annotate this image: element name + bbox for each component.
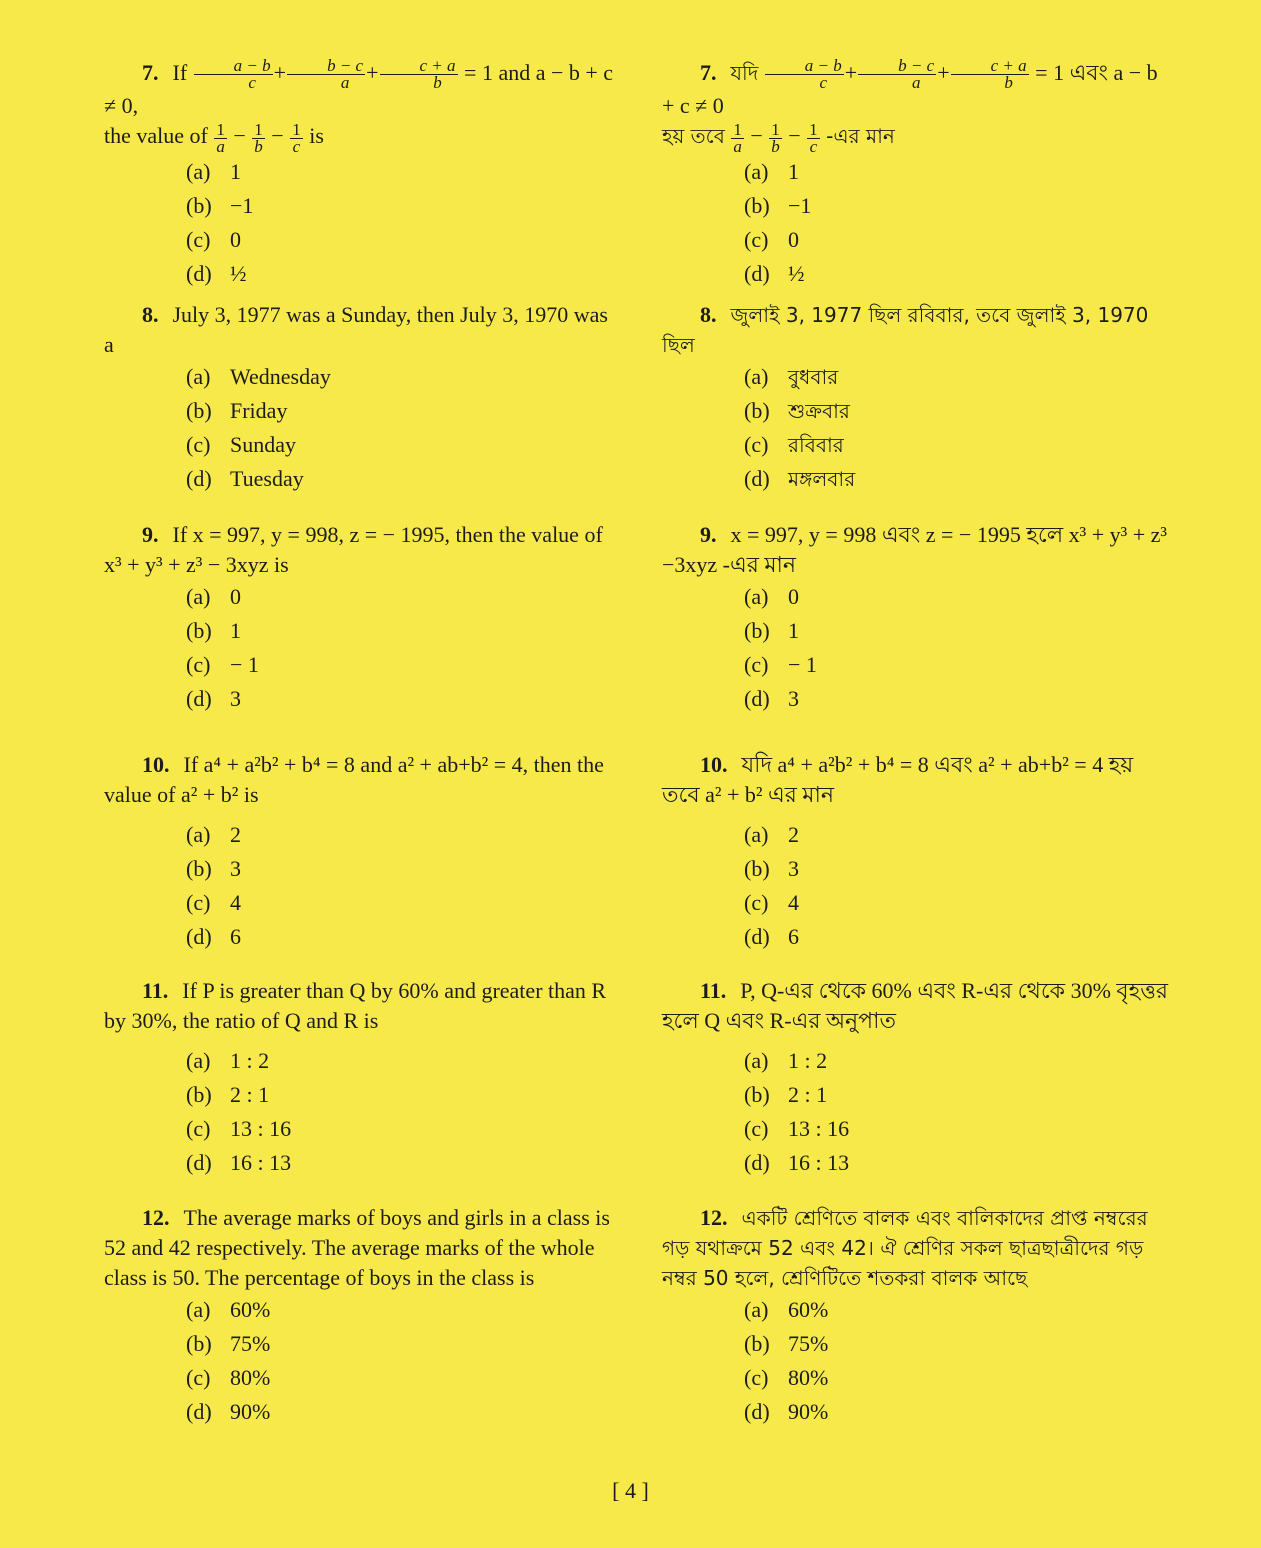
question-8-bn (662, 300, 1174, 496)
option-a[interactable]: (a) বুধবার (744, 364, 839, 389)
option-b[interactable]: (b) 1 (186, 618, 241, 643)
question-stem: 9. If x = 997, y = 998, z = − 1995, then the value of x³ + y³ + z³ − 3xyz is (104, 522, 603, 577)
question-stem: 12. The average marks of boys and girls in a class is 52 and 42 respectively. The average marks of the whole class is 50. The percentage of boys in the class is (104, 1205, 610, 1290)
option-a[interactable]: (a) 1 : 2 (186, 1048, 270, 1073)
question-stem: 7. যদি $\frac{a - b}{c}$ + $\frac{b - c}{a}$ + $\frac{c + a}{b}$ = 1 এবং a − b + c ≠ 0 (662, 56, 1158, 119)
option-b[interactable]: (b) Friday (186, 398, 288, 423)
stem-mid: = 1 and a − b + c ≠ 0, (104, 60, 614, 119)
option-c[interactable]: (c) − 1 (186, 652, 259, 677)
question-stem-line2: the value of $\frac{1}{a}$ − $\frac{1}{b}$ − $\frac{1}{c}$ is (104, 119, 324, 156)
question-number: 7. (142, 60, 159, 85)
options-list (186, 1044, 616, 1180)
options-list (744, 580, 1174, 716)
option-c[interactable]: (c) 13 : 16 (744, 1116, 850, 1141)
question-stem: 11. If P is greater than Q by 60% and greater than R by 30%, the ratio of Q and R is (104, 978, 607, 1033)
fraction-1-over-c: $\frac{1}{c}$ (292, 119, 301, 156)
option-c[interactable]: (c) 80% (744, 1365, 829, 1390)
option-d[interactable]: (d) 16 : 13 (744, 1150, 850, 1175)
option-a[interactable]: (a) 2 (744, 822, 799, 847)
option-d[interactable]: (d) 90% (186, 1399, 271, 1424)
option-c[interactable]: (c) − 1 (744, 652, 817, 677)
option-b[interactable]: (b) 75% (186, 1331, 271, 1356)
option-c[interactable]: (c) রবিবার (744, 432, 844, 457)
question-stem: 8. জুলাই 3, 1977 ছিল রবিবার, তবে জুলাই 3, 1970 ছিল (662, 302, 1149, 357)
option-b[interactable]: (b) 75% (744, 1331, 829, 1356)
stem-prefix: If (172, 60, 188, 85)
option-c[interactable]: (c) 4 (186, 890, 241, 915)
question-9-en (104, 520, 616, 716)
question-stem: 9. x = 997, y = 998 এবং z = − 1995 হলে x³ + y³ + z³ −3xyz -এর মান (662, 522, 1168, 577)
fraction-1-over-a: $\frac{1}{a}$ (733, 119, 742, 156)
question-stem: 7. If $\frac{a - b}{c}$ + $\frac{b - c}{a}$ + $\frac{c + a}{b}$ = 1 and a − b + c ≠ 0, (104, 56, 614, 119)
stem-line2-suffix: is (309, 123, 324, 149)
fraction-numerator: c + a (380, 58, 458, 75)
option-b[interactable]: (b) শুক্রবার (744, 398, 850, 423)
fraction-3 (380, 58, 458, 91)
option-a[interactable]: (a) 0 (186, 584, 241, 609)
fraction-2 (287, 58, 365, 91)
option-c[interactable]: (c) 0 (186, 226, 241, 252)
option-d[interactable]: (d) 3 (186, 686, 241, 711)
option-c[interactable]: (c) Sunday (186, 432, 296, 457)
option-d[interactable]: (d) মঙ্গলবার (744, 466, 856, 491)
fraction-denominator: c (248, 73, 256, 93)
option-c[interactable]: (c) 0 (744, 226, 799, 252)
fraction-1: $\frac{a - b}{c}$ (765, 58, 844, 91)
option-b[interactable]: (b) −1 (744, 192, 812, 218)
question-7-bn (662, 58, 1174, 291)
options-list (186, 155, 616, 291)
fraction-1-over-c: $\frac{1}{c}$ (809, 119, 818, 156)
fraction-1-over-a: $\frac{1}{a}$ (216, 119, 225, 156)
option-d[interactable]: (d) 16 : 13 (186, 1150, 292, 1175)
option-a[interactable]: (a) 60% (186, 1297, 271, 1322)
question-stem: 12. একটি শ্রেণিতে বালক এবং বালিকাদের প্রাপ্ত নম্বরের গড় যথাক্রমে 52 এবং 42। ঐ শ্রেণির সকল ছাত্রছাত্রীদের গড় নম্বর 50 হলে, শ্রেণিটিতে শতকরা বালক আছে (662, 1205, 1148, 1290)
fraction-numerator: b − c (287, 58, 365, 75)
question-stem: 11. P, Q-এর থেকে 60% এবং R-এর থেকে 30% বৃহত্তর হলে Q এবং R-এর অনুপাত (662, 978, 1169, 1033)
page-number: [ 4 ] (612, 1478, 649, 1503)
fraction-denominator: b (433, 73, 442, 93)
option-b[interactable]: (b) 3 (744, 856, 799, 881)
fraction-numerator: a − b (194, 58, 273, 75)
question-8-en (104, 300, 616, 496)
question-stem-line2: হয় তবে $\frac{1}{a}$ − $\frac{1}{b}$ − $\frac{1}{c}$ -এর মান (662, 119, 895, 156)
question-11-bn (662, 976, 1174, 1180)
option-c[interactable]: (c) 13 : 16 (186, 1116, 292, 1141)
options-list (744, 155, 1174, 291)
option-c[interactable]: (c) 4 (744, 890, 799, 915)
option-d[interactable]: (d) 90% (744, 1399, 829, 1424)
option-b[interactable]: (b) 2 : 1 (186, 1082, 270, 1107)
option-d[interactable]: (d) ½ (186, 260, 247, 286)
question-stem: 10. If a⁴ + a²b² + b⁴ = 8 and a² + ab+b² = 4, then the value of a² + b² is (104, 752, 604, 807)
question-11-en (104, 976, 616, 1180)
option-a[interactable]: (a) 1 (744, 158, 799, 184)
question-7-en (104, 58, 616, 291)
option-d[interactable]: (d) Tuesday (186, 466, 304, 491)
option-a[interactable]: (a) 0 (744, 584, 799, 609)
fraction-1-over-b: $\frac{1}{b}$ (254, 119, 263, 156)
option-b[interactable]: (b) 1 (744, 618, 799, 643)
option-a[interactable]: (a) 60% (744, 1297, 829, 1322)
option-a[interactable]: (a) Wednesday (186, 364, 331, 389)
option-d[interactable]: (d) ½ (744, 260, 805, 286)
fraction-denominator: a (340, 73, 350, 93)
option-b[interactable]: (b) 3 (186, 856, 241, 881)
question-9-bn (662, 520, 1174, 716)
options-list (186, 360, 616, 496)
options-list (186, 1293, 616, 1429)
fraction-3: $\frac{c + a}{b}$ (951, 58, 1029, 91)
options-list (186, 818, 616, 954)
options-list (744, 1293, 1174, 1429)
option-a[interactable]: (a) 1 (186, 158, 241, 184)
fraction-2: $\frac{b - c}{a}$ (858, 58, 936, 91)
question-12-bn (662, 1203, 1174, 1429)
option-b[interactable]: (b) −1 (186, 192, 254, 218)
question-10-bn (662, 750, 1174, 954)
option-d[interactable]: (d) 6 (744, 924, 799, 949)
fraction-1 (194, 58, 273, 91)
option-a[interactable]: (a) 1 : 2 (744, 1048, 828, 1073)
option-d[interactable]: (d) 6 (186, 924, 241, 949)
options-list (744, 1044, 1174, 1180)
options-list (744, 818, 1174, 954)
question-10-en (104, 750, 616, 954)
option-d[interactable]: (d) 3 (744, 686, 799, 711)
question-stem: 8. July 3, 1977 was a Sunday, then July 3, 1970 was a (104, 302, 608, 357)
option-b[interactable]: (b) 2 : 1 (744, 1082, 828, 1107)
question-12-en (104, 1203, 616, 1429)
option-c[interactable]: (c) 80% (186, 1365, 271, 1390)
option-a[interactable]: (a) 2 (186, 822, 241, 847)
question-stem: 10. যদি a⁴ + a²b² + b⁴ = 8 এবং a² + ab+b² = 4 হয় তবে a² + b² এর মান (662, 752, 1134, 807)
options-list (186, 580, 616, 716)
fraction-1-over-b: $\frac{1}{b}$ (771, 119, 780, 156)
options-list (744, 360, 1174, 496)
stem-line2-prefix: the value of (104, 123, 208, 149)
